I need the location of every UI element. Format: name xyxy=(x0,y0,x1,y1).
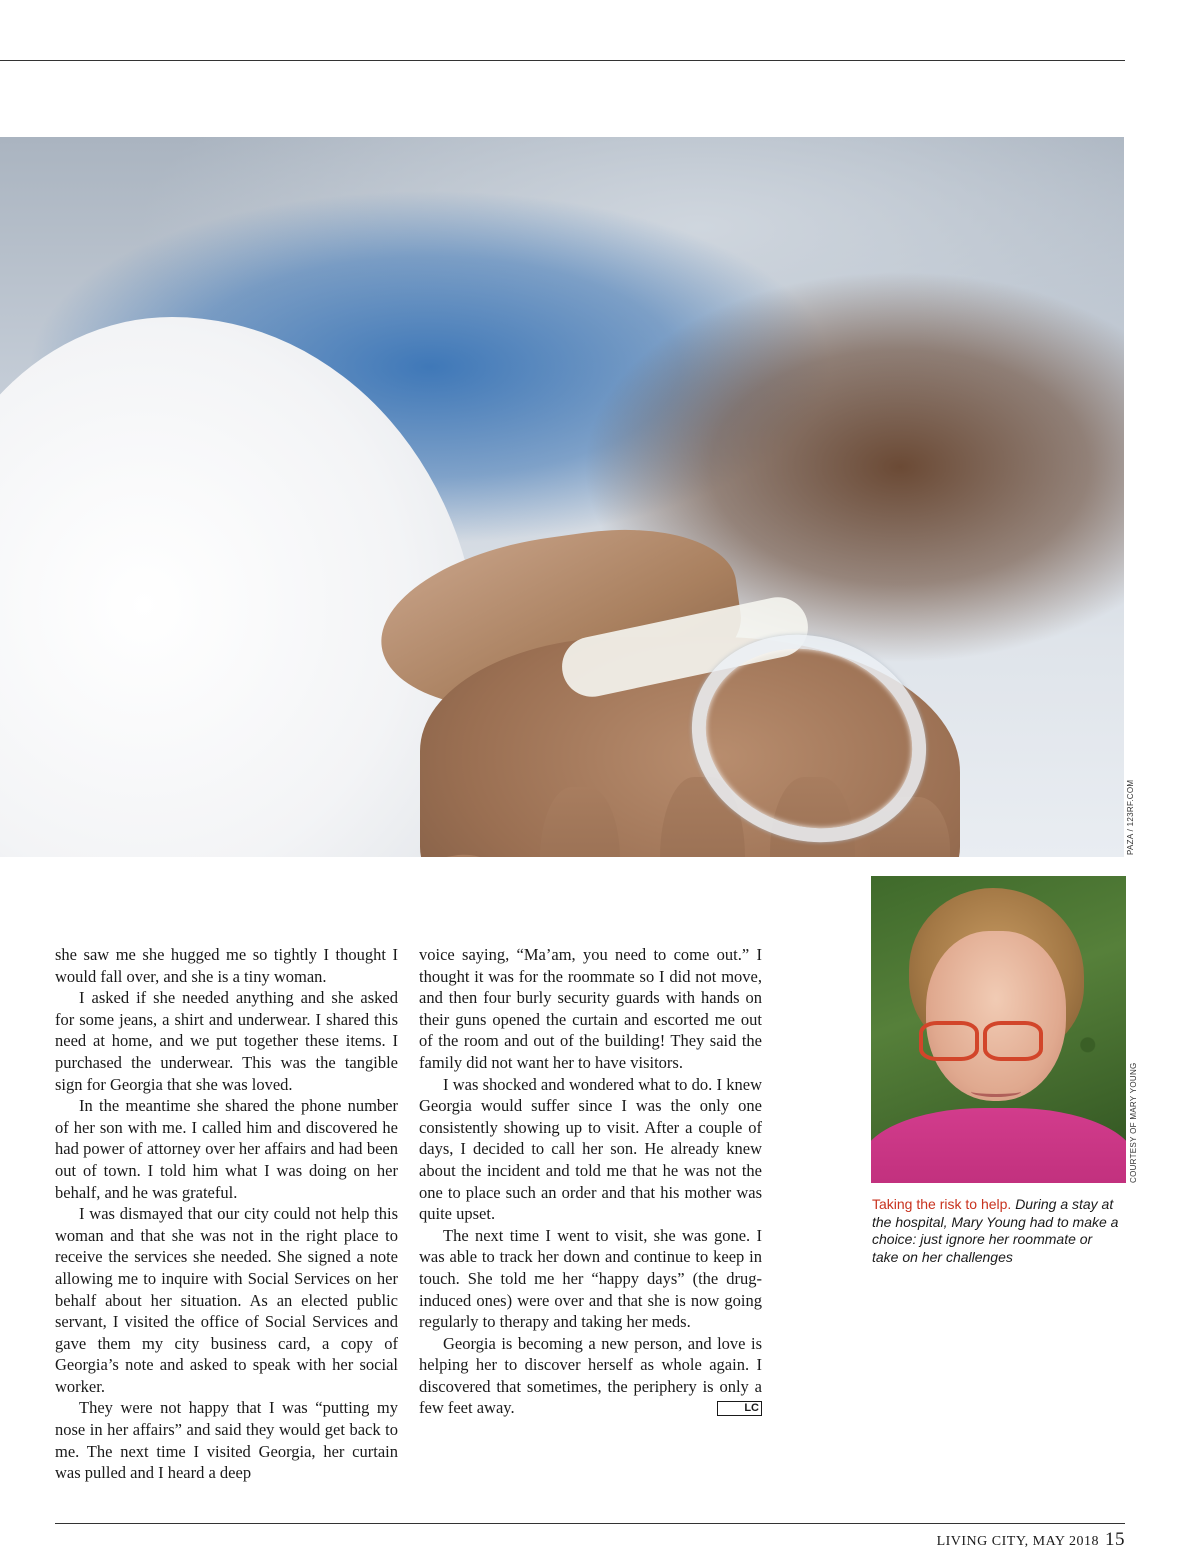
sleeve-shape xyxy=(0,317,480,857)
publication-name: LIVING CITY, MAY 2018 xyxy=(936,1534,1099,1549)
paragraph: The next time I went to visit, she was gone. I was able to track her down and continue to keep in touch. She told me her “happy days” (the drug-induced ones) were over and that she is now going regularly to therapy and taking her meds. xyxy=(419,1225,762,1332)
sweater-shape xyxy=(871,1108,1126,1183)
article-column-2 xyxy=(419,944,762,1419)
paragraph: voice saying, “Ma’am, you need to come out.” I thought it was for the roommate so I did not move, and then four burly security guards with hands on their guns opened the curtain and escorted me out of the room and out of the building! They said the family did not want her to have visitors. xyxy=(419,945,762,1072)
glasses-lens-shape xyxy=(983,1021,1043,1061)
face-shape xyxy=(926,931,1066,1101)
caption-body: During a stay at the hospital, Mary Young had to make a choice: just ignore her roommate or take on her challenges xyxy=(872,1196,1119,1265)
page-number: 15 xyxy=(1105,1529,1125,1550)
page-footer xyxy=(937,1529,1125,1551)
article-column-1 xyxy=(55,944,398,1484)
portrait-photo xyxy=(871,876,1126,1183)
paragraph-last-text: Georgia is becoming a new person, and love is helping her to discover herself as whole again. I discovered that sometimes, the periphery is only a few feet away. xyxy=(419,1333,762,1418)
paragraph-last xyxy=(419,1333,762,1419)
photo-caption xyxy=(872,1196,1122,1266)
glasses-lens-shape xyxy=(919,1021,979,1061)
paragraph: I asked if she needed anything and she asked for some jeans, a shirt and underwear. I shared this need at home, and we put together these items. I purchased the underwear. This was the tangible sign for Georgia that she was loved. xyxy=(55,988,398,1094)
paragraph: she saw me she hugged me so tightly I thought I would fall over, and she is a tiny woman. xyxy=(55,945,398,986)
hero-photo-credit: PAZA / 123RF.COM xyxy=(1126,779,1135,855)
end-mark-icon: LC xyxy=(717,1401,762,1416)
portrait-credit: COURTESY OF MARY YOUNG xyxy=(1129,1062,1138,1183)
paragraph: I was dismayed that our city could not help this woman and that she was not in the right place to receive the services she needed. She signed a note allowing me to inquire with Social Services on her behalf about her situation. As an elected public servant, I visited the office of Social Services and gave them my city business card, a copy of Georgia’s note and asked to speak with her social worker. xyxy=(55,1204,398,1396)
paragraph: They were not happy that I was “putting my nose in her affairs” and said they would get back to me. The next time I visited Georgia, her curtain was pulled and I heard a deep xyxy=(55,1398,398,1483)
mouth-shape xyxy=(971,1086,1021,1097)
top-rule xyxy=(0,60,1125,61)
caption-lead: Taking the risk to help. xyxy=(872,1196,1012,1212)
paragraph: I was shocked and wondered what to do. I knew Georgia would suffer since I was the only one consistently showing up to visit. After a couple of days, I decided to call her son. He already knew about the incident and told me that he was not the one to place such an order and that his mother was quite upset. xyxy=(419,1074,762,1224)
bottom-rule xyxy=(55,1523,1125,1524)
paragraph: In the meantime she shared the phone number of her son with me. I called him and discovered he had power of attorney over her affairs and had been out of town. I told him what I was doing on her behalf, and he was grateful. xyxy=(55,1096,398,1202)
hero-photo xyxy=(0,137,1124,857)
